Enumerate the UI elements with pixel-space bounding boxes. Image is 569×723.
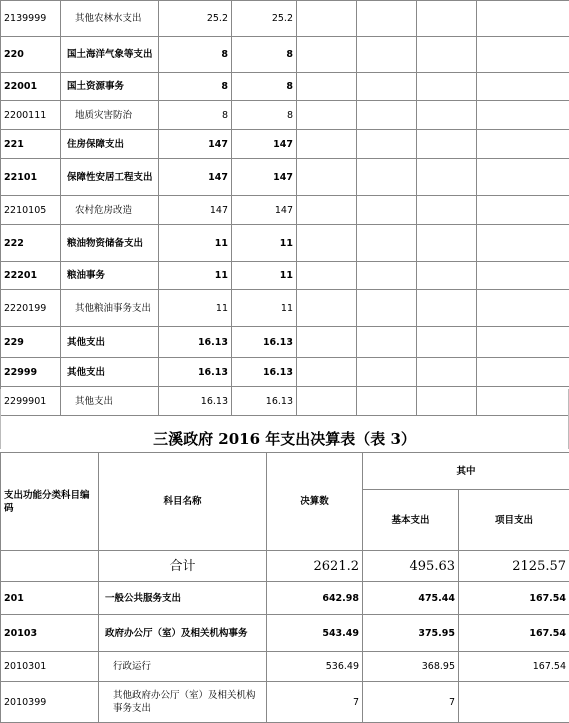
row-name: 粮油事务: [61, 262, 159, 290]
page-title: 三溪政府 2016 年支出决算表（表 3）: [153, 430, 416, 448]
empty-cell: [417, 262, 477, 290]
row-basic: 16.13: [232, 327, 297, 358]
row-name: 其他支出: [61, 327, 159, 358]
row-name: 住房保障支出: [61, 130, 159, 159]
table-row: [1, 582, 569, 615]
row-final: 11: [159, 225, 232, 262]
empty-cell: [477, 196, 569, 225]
row-final: 16.13: [159, 327, 232, 358]
empty-cell: [417, 37, 477, 73]
row-basic: 25.2: [232, 1, 297, 37]
row-final: 147: [159, 159, 232, 196]
empty-cell: [417, 130, 477, 159]
empty-cell: [297, 101, 357, 130]
row-final: 543.49: [267, 615, 363, 652]
empty-cell: [357, 73, 417, 101]
empty-cell: [357, 1, 417, 37]
row-basic: 147: [232, 130, 297, 159]
row-name: 其他政府办公厅（室）及相关机构事务支出: [99, 682, 267, 723]
empty-cell: [417, 327, 477, 358]
empty-cell: [297, 196, 357, 225]
empty-cell: [477, 37, 569, 73]
table-row: [1, 682, 569, 723]
row-basic: 8: [232, 73, 297, 101]
table-row: [1, 73, 569, 101]
row-basic: 16.13: [232, 358, 297, 387]
empty-cell: [477, 1, 569, 37]
empty-cell: [297, 37, 357, 73]
table-row: [1, 1, 569, 37]
empty-cell: [477, 73, 569, 101]
row-name: 其他支出: [61, 387, 159, 416]
row-basic: 7: [363, 682, 459, 723]
row-name: 其他农林水支出: [61, 1, 159, 37]
row-final: 147: [159, 196, 232, 225]
empty-cell: [417, 159, 477, 196]
table-row: [1, 130, 569, 159]
row-code: 20103: [1, 615, 99, 652]
empty-cell: [357, 101, 417, 130]
empty-cell: [297, 358, 357, 387]
row-code: 22101: [1, 159, 61, 196]
row-final: 16.13: [159, 358, 232, 387]
empty-cell: [417, 225, 477, 262]
row-project: [459, 682, 569, 723]
row-code: 2010301: [1, 652, 99, 682]
row-final: 8: [159, 73, 232, 101]
row-name: 行政运行: [99, 652, 267, 682]
table-row: [1, 101, 569, 130]
empty-cell: [297, 130, 357, 159]
empty-cell: [477, 290, 569, 327]
table-row: [1, 358, 569, 387]
row-final: 536.49: [267, 652, 363, 682]
empty-cell: [297, 262, 357, 290]
total-final: 2621.2: [267, 551, 363, 582]
header-row: [1, 453, 569, 490]
table-row: [1, 652, 569, 682]
row-final: 16.13: [159, 387, 232, 416]
row-basic: 375.95: [363, 615, 459, 652]
row-final: 11: [159, 290, 232, 327]
empty-cell: [477, 101, 569, 130]
row-code: 2210105: [1, 196, 61, 225]
row-code: 221: [1, 130, 61, 159]
table-row: [1, 290, 569, 327]
row-basic: 475.44: [363, 582, 459, 615]
empty-cell: [297, 1, 357, 37]
empty-cell: [357, 358, 417, 387]
empty-cell: [477, 159, 569, 196]
empty-cell: [417, 101, 477, 130]
total-label: 合计: [99, 551, 267, 582]
empty-cell: [297, 225, 357, 262]
row-basic: 16.13: [232, 387, 297, 416]
table-row: [1, 327, 569, 358]
header-name: 科目名称: [99, 453, 267, 551]
header-code: 支出功能分类科目编码: [1, 453, 99, 551]
table-row: [1, 262, 569, 290]
empty-cell: [477, 358, 569, 387]
empty-cell: [357, 262, 417, 290]
row-code: 229: [1, 327, 61, 358]
row-final: 8: [159, 101, 232, 130]
row-code: 2299901: [1, 387, 61, 416]
row-name: 农村危房改造: [61, 196, 159, 225]
header-group: 其中: [363, 453, 569, 490]
row-final: 8: [159, 37, 232, 73]
row-code: 222: [1, 225, 61, 262]
empty-cell: [357, 225, 417, 262]
empty-cell: [357, 327, 417, 358]
total-row: [1, 551, 569, 582]
row-code: 2220199: [1, 290, 61, 327]
empty-cell: [417, 73, 477, 101]
row-basic: 8: [232, 101, 297, 130]
row-basic: 147: [232, 159, 297, 196]
row-basic: 8: [232, 37, 297, 73]
table-row: [1, 159, 569, 196]
empty-cell: [417, 1, 477, 37]
empty-cell: [357, 37, 417, 73]
row-name: 其他支出: [61, 358, 159, 387]
row-name: 政府办公厅（室）及相关机构事务: [99, 615, 267, 652]
row-final: 642.98: [267, 582, 363, 615]
row-name: 国土资源事务: [61, 73, 159, 101]
row-basic: 368.95: [363, 652, 459, 682]
row-basic: 11: [232, 262, 297, 290]
row-code: 201: [1, 582, 99, 615]
row-project: 167.54: [459, 652, 569, 682]
empty-cell: [357, 130, 417, 159]
row-code: 22999: [1, 358, 61, 387]
row-final: 11: [159, 262, 232, 290]
empty-cell: [357, 196, 417, 225]
row-final: 7: [267, 682, 363, 723]
row-code: 2139999: [1, 1, 61, 37]
empty-cell: [357, 159, 417, 196]
row-name: 国土海洋气象等支出: [61, 37, 159, 73]
row-name: 地质灾害防治: [61, 101, 159, 130]
empty-cell: [477, 262, 569, 290]
empty-cell: [297, 290, 357, 327]
row-name: 一般公共服务支出: [99, 582, 267, 615]
empty-cell: [297, 327, 357, 358]
empty-cell: [477, 225, 569, 262]
row-basic: 11: [232, 290, 297, 327]
header-final: 决算数: [267, 453, 363, 551]
empty-cell: [417, 196, 477, 225]
total-code: [1, 551, 99, 582]
row-final: 147: [159, 130, 232, 159]
total-basic: 495.63: [363, 551, 459, 582]
empty-cell: [477, 327, 569, 358]
row-code: 22201: [1, 262, 61, 290]
total-project: 2125.57: [459, 551, 569, 582]
row-basic: 147: [232, 196, 297, 225]
table-row: [1, 615, 569, 652]
row-name: 保障性安居工程支出: [61, 159, 159, 196]
empty-cell: [417, 290, 477, 327]
row-basic: 11: [232, 225, 297, 262]
empty-cell: [357, 290, 417, 327]
row-code: 2010399: [1, 682, 99, 723]
empty-cell: [417, 358, 477, 387]
row-name: 粮油物资储备支出: [61, 225, 159, 262]
table-row: [1, 37, 569, 73]
empty-cell: [297, 159, 357, 196]
header-basic: 基本支出: [363, 490, 459, 551]
table-row: [1, 196, 569, 225]
row-code: 220: [1, 37, 61, 73]
bottom-table: [0, 452, 569, 723]
row-name: 其他粮油事务支出: [61, 290, 159, 327]
row-final: 25.2: [159, 1, 232, 37]
table-row: [1, 225, 569, 262]
row-code: 22001: [1, 73, 61, 101]
header-project: 项目支出: [459, 490, 569, 551]
row-project: 167.54: [459, 582, 569, 615]
row-project: 167.54: [459, 615, 569, 652]
row-code: 2200111: [1, 101, 61, 130]
empty-cell: [477, 130, 569, 159]
empty-cell: [297, 73, 357, 101]
